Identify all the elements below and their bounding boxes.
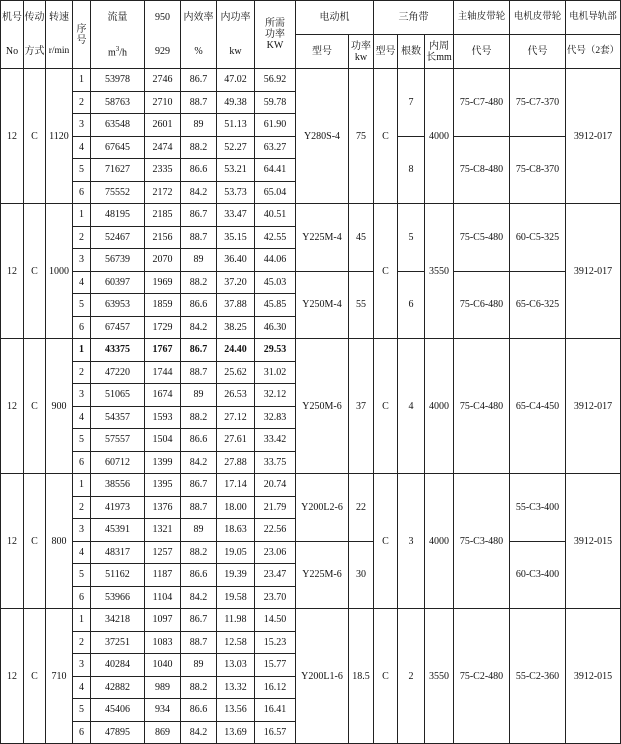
seq-cell: 4: [73, 676, 91, 699]
seq-cell: 6: [73, 586, 91, 609]
pressure-cell: 1376: [145, 496, 181, 519]
flow-cell: 37251: [91, 631, 145, 654]
required-power-cell: 59.78: [255, 91, 296, 114]
efficiency-cell: 88.7: [181, 496, 217, 519]
rail-code-cell: 3912-017: [566, 69, 621, 204]
header-belt-length-l2: 长mm: [426, 51, 452, 63]
inner-power-cell: 38.25: [217, 316, 255, 339]
table-row: [1, 271, 621, 294]
flow-cell: 43375: [91, 339, 145, 362]
header-req-power-l2: 功率: [265, 29, 285, 40]
header-req-power: [255, 1, 296, 69]
flow-cell: 41973: [91, 496, 145, 519]
flow-cell: 45406: [91, 699, 145, 722]
required-power-cell: 15.77: [255, 654, 296, 677]
seq-cell: 5: [73, 429, 91, 452]
motor-pulley-cell: 75-C7-370: [510, 69, 566, 137]
pressure-cell: 1104: [145, 586, 181, 609]
seq-cell: 1: [73, 474, 91, 497]
seq-cell: 1: [73, 609, 91, 632]
flow-cell: 51162: [91, 564, 145, 587]
flow-cell: 47220: [91, 361, 145, 384]
header-main-pulley-group: 主轴皮带轮: [454, 1, 510, 35]
rail-code-cell: 3912-015: [566, 474, 621, 609]
efficiency-cell: 89: [181, 114, 217, 137]
header-req-power-l3: KW: [266, 40, 284, 51]
drive-cell: C: [24, 69, 46, 204]
flow-cell: 38556: [91, 474, 145, 497]
required-power-cell: 20.74: [255, 474, 296, 497]
rail-code-cell: 3912-017: [566, 339, 621, 474]
pressure-cell: 1395: [145, 474, 181, 497]
required-power-cell: 22.56: [255, 519, 296, 542]
main-pulley-cell: 75-C6-480: [454, 271, 510, 339]
motor-model-cell: Y200L1-6: [296, 609, 349, 744]
inner-power-cell: 12.58: [217, 631, 255, 654]
inner-power-cell: 37.88: [217, 294, 255, 317]
required-power-cell: 33.42: [255, 429, 296, 452]
flow-cell: 60397: [91, 271, 145, 294]
efficiency-cell: 88.7: [181, 91, 217, 114]
pressure-cell: 1744: [145, 361, 181, 384]
required-power-cell: 63.27: [255, 136, 296, 159]
header-row-1: [1, 1, 621, 35]
main-pulley-cell: 75-C2-480: [454, 609, 510, 744]
required-power-cell: 16.41: [255, 699, 296, 722]
header-belt-group: 三角带: [374, 1, 454, 35]
motor-model-cell: Y250M-6: [296, 339, 349, 474]
inner-power-cell: 17.14: [217, 474, 255, 497]
required-power-cell: 42.55: [255, 226, 296, 249]
required-power-cell: 33.75: [255, 451, 296, 474]
motor-pulley-cell: 55-C3-400: [510, 474, 566, 542]
header-motor-pulley-group: 电机皮带轮: [510, 1, 566, 35]
flow-cell: 45391: [91, 519, 145, 542]
belt-count-cell: 7: [398, 69, 425, 137]
header-pressure-bottom: 929: [145, 35, 181, 69]
inner-power-cell: 13.32: [217, 676, 255, 699]
seq-cell: 5: [73, 294, 91, 317]
required-power-cell: 61.90: [255, 114, 296, 137]
header-speed-sub: r/min: [46, 35, 73, 69]
flow-cell: 42882: [91, 676, 145, 699]
inner-power-cell: 53.21: [217, 159, 255, 182]
table-row: [1, 474, 621, 497]
machine-no-cell: 12: [1, 609, 24, 744]
efficiency-cell: 88.7: [181, 361, 217, 384]
efficiency-cell: 88.7: [181, 226, 217, 249]
motor-power-cell: 22: [349, 474, 374, 542]
header-flow-unit-rest: /h: [119, 47, 128, 59]
main-pulley-cell: 75-C3-480: [454, 474, 510, 609]
seq-cell: 6: [73, 181, 91, 204]
flow-cell: 53978: [91, 69, 145, 92]
main-pulley-cell: 75-C5-480: [454, 204, 510, 272]
inner-power-cell: 13.56: [217, 699, 255, 722]
required-power-cell: 14.50: [255, 609, 296, 632]
belt-count-cell: 8: [398, 136, 425, 204]
header-belt-count: 根数: [398, 35, 425, 69]
speed-cell: 1000: [46, 204, 73, 339]
pressure-cell: 1729: [145, 316, 181, 339]
efficiency-cell: 86.7: [181, 204, 217, 227]
table-row: [1, 541, 621, 564]
efficiency-cell: 86.6: [181, 294, 217, 317]
header-eff-sub: %: [181, 35, 217, 69]
flow-cell: 57557: [91, 429, 145, 452]
required-power-cell: 23.06: [255, 541, 296, 564]
seq-cell: 3: [73, 249, 91, 272]
efficiency-cell: 89: [181, 384, 217, 407]
motor-model-cell: Y225M-4: [296, 204, 349, 272]
header-rail-code: 代号（2套）: [566, 35, 621, 69]
seq-cell: 5: [73, 159, 91, 182]
drive-cell: C: [24, 609, 46, 744]
efficiency-cell: 84.2: [181, 316, 217, 339]
inner-power-cell: 18.63: [217, 519, 255, 542]
header-inner-power: 内功率: [217, 1, 255, 35]
pressure-cell: 1593: [145, 406, 181, 429]
pressure-cell: 989: [145, 676, 181, 699]
seq-cell: 1: [73, 339, 91, 362]
inner-power-cell: 35.15: [217, 226, 255, 249]
seq-cell: 3: [73, 654, 91, 677]
header-inner-power-sub: kw: [217, 35, 255, 69]
header-machine-no-sub: No: [1, 35, 24, 69]
efficiency-cell: 88.2: [181, 541, 217, 564]
inner-power-cell: 37.20: [217, 271, 255, 294]
efficiency-cell: 88.2: [181, 406, 217, 429]
pressure-cell: 2156: [145, 226, 181, 249]
motor-pulley-cell: 60-C3-400: [510, 541, 566, 609]
flow-cell: 52467: [91, 226, 145, 249]
efficiency-cell: 84.2: [181, 181, 217, 204]
header-motor-power: [349, 35, 374, 69]
header-machine-no: 机号: [1, 1, 24, 35]
header-flow-unit-base: m: [107, 47, 116, 59]
inner-power-cell: 51.13: [217, 114, 255, 137]
efficiency-cell: 89: [181, 519, 217, 542]
flow-cell: 58763: [91, 91, 145, 114]
header-flow-unit-sup: 3: [115, 45, 120, 54]
motor-pulley-cell: 65-C4-450: [510, 339, 566, 474]
efficiency-cell: 86.7: [181, 69, 217, 92]
speed-cell: 1120: [46, 69, 73, 204]
flow-cell: 75552: [91, 181, 145, 204]
machine-no-cell: 12: [1, 339, 24, 474]
header-seq: 序号: [73, 1, 91, 69]
belt-count-cell: 6: [398, 271, 425, 339]
motor-pulley-cell: 60-C5-325: [510, 204, 566, 272]
belt-length-cell: 3550: [425, 204, 454, 339]
pressure-cell: 1767: [145, 339, 181, 362]
machine-no-cell: 12: [1, 204, 24, 339]
required-power-cell: 45.03: [255, 271, 296, 294]
flow-cell: 48317: [91, 541, 145, 564]
belt-model-cell: C: [374, 474, 398, 609]
main-pulley-cell: 75-C8-480: [454, 136, 510, 204]
pressure-cell: 1674: [145, 384, 181, 407]
belt-count-cell: 2: [398, 609, 425, 744]
header-speed: 转速: [46, 1, 73, 35]
motor-power-cell: 55: [349, 271, 374, 339]
header-req-power-l1: 所需: [265, 18, 285, 29]
inner-power-cell: 49.38: [217, 91, 255, 114]
required-power-cell: 65.04: [255, 181, 296, 204]
efficiency-cell: 88.7: [181, 631, 217, 654]
required-power-cell: 46.30: [255, 316, 296, 339]
inner-power-cell: 26.53: [217, 384, 255, 407]
main-pulley-cell: 75-C4-480: [454, 339, 510, 474]
required-power-cell: 44.06: [255, 249, 296, 272]
seq-cell: 4: [73, 541, 91, 564]
seq-cell: 4: [73, 136, 91, 159]
table-row: [1, 609, 621, 632]
belt-model-cell: C: [374, 204, 398, 339]
flow-cell: 56739: [91, 249, 145, 272]
belt-model-cell: C: [374, 609, 398, 744]
drive-cell: C: [24, 204, 46, 339]
main-pulley-cell: 75-C7-480: [454, 69, 510, 137]
seq-cell: 3: [73, 384, 91, 407]
motor-model-cell: Y250M-4: [296, 271, 349, 339]
seq-cell: 5: [73, 564, 91, 587]
rail-code-cell: 3912-015: [566, 609, 621, 744]
header-belt-length: [425, 35, 454, 69]
motor-power-cell: 75: [349, 69, 374, 204]
required-power-cell: 16.57: [255, 721, 296, 744]
seq-cell: 1: [73, 204, 91, 227]
pressure-cell: 2185: [145, 204, 181, 227]
header-motor-power-l2: kw: [354, 51, 368, 63]
inner-power-cell: 19.58: [217, 586, 255, 609]
motor-model-cell: Y225M-6: [296, 541, 349, 609]
inner-power-cell: 27.61: [217, 429, 255, 452]
flow-cell: 71627: [91, 159, 145, 182]
inner-power-cell: 53.73: [217, 181, 255, 204]
efficiency-cell: 86.6: [181, 564, 217, 587]
inner-power-cell: 18.00: [217, 496, 255, 519]
efficiency-cell: 86.7: [181, 474, 217, 497]
inner-power-cell: 25.62: [217, 361, 255, 384]
pressure-cell: 2601: [145, 114, 181, 137]
pressure-cell: 934: [145, 699, 181, 722]
efficiency-cell: 86.6: [181, 429, 217, 452]
pressure-cell: 1399: [145, 451, 181, 474]
header-motor-power-l1: 功率: [351, 40, 371, 52]
seq-cell: 2: [73, 631, 91, 654]
flow-cell: 40284: [91, 654, 145, 677]
belt-count-cell: 4: [398, 339, 425, 474]
header-rail-group: 电机导轨部: [566, 1, 621, 35]
seq-cell: 3: [73, 114, 91, 137]
seq-cell: 1: [73, 69, 91, 92]
belt-count-cell: 3: [398, 474, 425, 609]
flow-cell: 53966: [91, 586, 145, 609]
belt-count-cell: 5: [398, 204, 425, 272]
header-pressure-top: 950: [145, 1, 181, 35]
required-power-cell: 29.53: [255, 339, 296, 362]
machine-no-cell: 12: [1, 69, 24, 204]
seq-cell: 2: [73, 226, 91, 249]
motor-power-cell: 45: [349, 204, 374, 272]
flow-cell: 51065: [91, 384, 145, 407]
belt-length-cell: 4000: [425, 474, 454, 609]
table-row: [1, 339, 621, 362]
inner-power-cell: 33.47: [217, 204, 255, 227]
flow-cell: 63548: [91, 114, 145, 137]
motor-pulley-cell: 75-C8-370: [510, 136, 566, 204]
header-drive: 传动: [24, 1, 46, 35]
motor-power-cell: 18.5: [349, 609, 374, 744]
seq-cell: 2: [73, 91, 91, 114]
belt-model-cell: C: [374, 69, 398, 204]
required-power-cell: 32.12: [255, 384, 296, 407]
inner-power-cell: 36.40: [217, 249, 255, 272]
pressure-cell: 1504: [145, 429, 181, 452]
pressure-cell: 1083: [145, 631, 181, 654]
flow-cell: 60712: [91, 451, 145, 474]
flow-cell: 48195: [91, 204, 145, 227]
table-row: [1, 69, 621, 92]
efficiency-cell: 84.2: [181, 451, 217, 474]
speed-cell: 710: [46, 609, 73, 744]
speed-cell: 900: [46, 339, 73, 474]
pressure-cell: 2172: [145, 181, 181, 204]
flow-cell: 63953: [91, 294, 145, 317]
flow-cell: 47895: [91, 721, 145, 744]
belt-model-cell: C: [374, 339, 398, 474]
pressure-cell: 1969: [145, 271, 181, 294]
required-power-cell: 16.12: [255, 676, 296, 699]
drive-cell: C: [24, 339, 46, 474]
efficiency-cell: 88.2: [181, 136, 217, 159]
motor-power-cell: 30: [349, 541, 374, 609]
motor-model-cell: Y280S-4: [296, 69, 349, 204]
pressure-cell: 869: [145, 721, 181, 744]
efficiency-cell: 86.6: [181, 159, 217, 182]
motor-power-cell: 37: [349, 339, 374, 474]
inner-power-cell: 47.02: [217, 69, 255, 92]
pressure-cell: 1321: [145, 519, 181, 542]
required-power-cell: 31.02: [255, 361, 296, 384]
table-row: [1, 204, 621, 227]
required-power-cell: 64.41: [255, 159, 296, 182]
inner-power-cell: 13.03: [217, 654, 255, 677]
header-motor-model: 型号: [296, 35, 349, 69]
inner-power-cell: 19.05: [217, 541, 255, 564]
required-power-cell: 40.51: [255, 204, 296, 227]
required-power-cell: 21.79: [255, 496, 296, 519]
belt-length-cell: 3550: [425, 609, 454, 744]
header-eff: 内效率: [181, 1, 217, 35]
header-motor-pulley-code: 代号: [510, 35, 566, 69]
belt-length-cell: 4000: [425, 69, 454, 204]
seq-cell: 2: [73, 496, 91, 519]
efficiency-cell: 89: [181, 654, 217, 677]
motor-model-cell: Y200L2-6: [296, 474, 349, 542]
flow-cell: 54357: [91, 406, 145, 429]
pressure-cell: 1257: [145, 541, 181, 564]
motor-pulley-cell: 55-C2-360: [510, 609, 566, 744]
inner-power-cell: 19.39: [217, 564, 255, 587]
required-power-cell: 32.83: [255, 406, 296, 429]
rail-code-cell: 3912-017: [566, 204, 621, 339]
pressure-cell: 1859: [145, 294, 181, 317]
motor-pulley-cell: 65-C6-325: [510, 271, 566, 339]
required-power-cell: 45.85: [255, 294, 296, 317]
header-flow: 流量: [91, 1, 145, 35]
inner-power-cell: 24.40: [217, 339, 255, 362]
pressure-cell: 1097: [145, 609, 181, 632]
efficiency-cell: 84.2: [181, 721, 217, 744]
seq-cell: 6: [73, 721, 91, 744]
inner-power-cell: 27.12: [217, 406, 255, 429]
header-belt-model: 型号: [374, 35, 398, 69]
pressure-cell: 1187: [145, 564, 181, 587]
seq-cell: 3: [73, 519, 91, 542]
inner-power-cell: 11.98: [217, 609, 255, 632]
header-main-pulley-code: 代号: [454, 35, 510, 69]
seq-cell: 2: [73, 361, 91, 384]
seq-cell: 6: [73, 316, 91, 339]
efficiency-cell: 88.2: [181, 271, 217, 294]
flow-cell: 34218: [91, 609, 145, 632]
pressure-cell: 2746: [145, 69, 181, 92]
inner-power-cell: 27.88: [217, 451, 255, 474]
inner-power-cell: 13.69: [217, 721, 255, 744]
pressure-cell: 1040: [145, 654, 181, 677]
header-motor-group: 电动机: [296, 1, 374, 35]
inner-power-cell: 52.27: [217, 136, 255, 159]
header-belt-length-l1: 内周: [429, 40, 449, 52]
speed-cell: 800: [46, 474, 73, 609]
belt-length-cell: 4000: [425, 339, 454, 474]
required-power-cell: 15.23: [255, 631, 296, 654]
efficiency-cell: 86.7: [181, 609, 217, 632]
efficiency-cell: 84.2: [181, 586, 217, 609]
efficiency-cell: 88.2: [181, 676, 217, 699]
pressure-cell: 2335: [145, 159, 181, 182]
seq-cell: 4: [73, 271, 91, 294]
header-row-2: [1, 35, 621, 69]
efficiency-cell: 86.7: [181, 339, 217, 362]
pressure-cell: 2710: [145, 91, 181, 114]
machine-no-cell: 12: [1, 474, 24, 609]
seq-cell: 6: [73, 451, 91, 474]
header-drive-sub: 方式: [24, 35, 46, 69]
flow-cell: 67645: [91, 136, 145, 159]
required-power-cell: 23.47: [255, 564, 296, 587]
pressure-cell: 2474: [145, 136, 181, 159]
efficiency-cell: 86.6: [181, 699, 217, 722]
drive-cell: C: [24, 474, 46, 609]
efficiency-cell: 89: [181, 249, 217, 272]
header-flow-unit: [91, 35, 145, 69]
required-power-cell: 56.92: [255, 69, 296, 92]
seq-cell: 5: [73, 699, 91, 722]
required-power-cell: 23.70: [255, 586, 296, 609]
seq-cell: 4: [73, 406, 91, 429]
pressure-cell: 2070: [145, 249, 181, 272]
flow-cell: 67457: [91, 316, 145, 339]
